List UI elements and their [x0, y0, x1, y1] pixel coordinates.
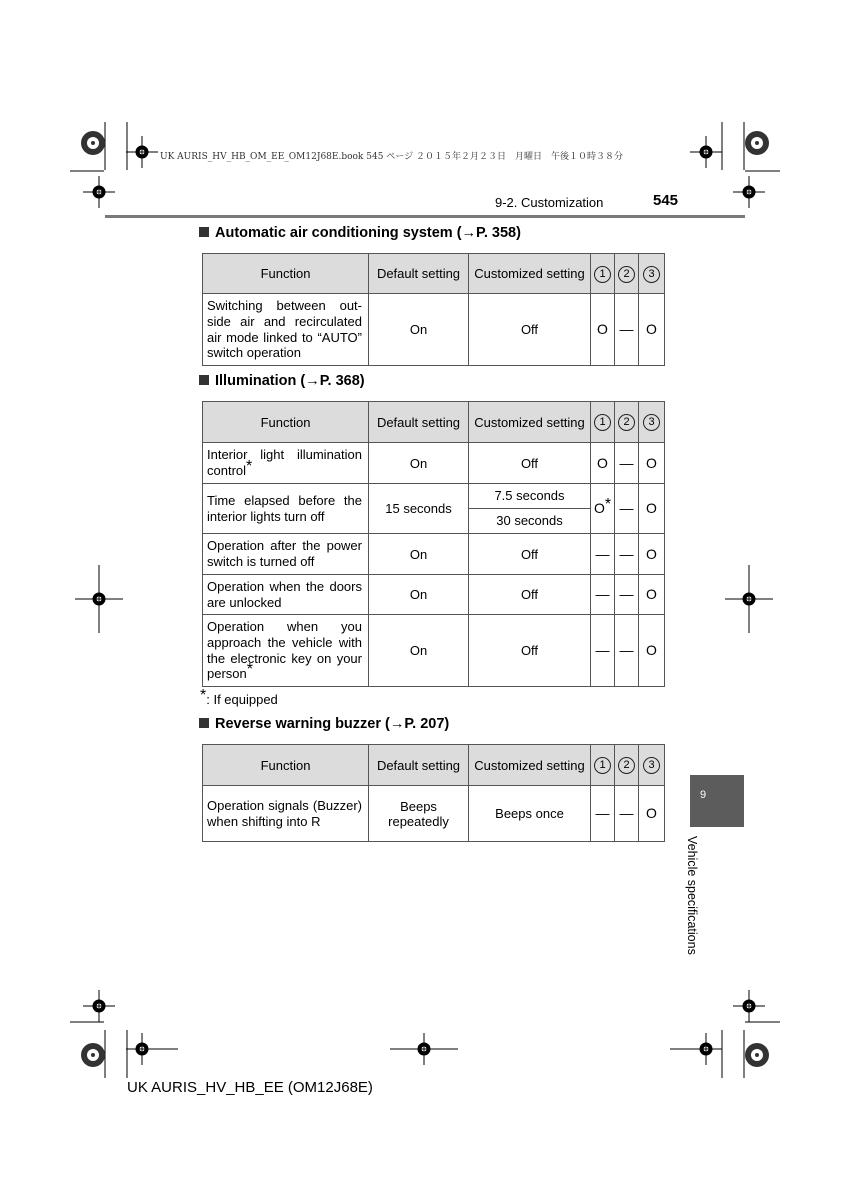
col-1-icon: 1: [594, 266, 611, 283]
col-2-icon: 2: [618, 757, 635, 774]
header-default: Default setting: [369, 402, 469, 443]
air-conditioning-table: [202, 253, 665, 366]
col-3-cell: O: [639, 534, 665, 575]
col-3-cell: O: [639, 484, 665, 534]
footnote-star: *: [200, 687, 207, 704]
col-1-cell: O: [591, 443, 615, 484]
col-2-cell: —: [615, 484, 639, 534]
col-3-icon: 3: [643, 414, 660, 431]
col-3-icon: 3: [643, 757, 660, 774]
reverse-buzzer-table: [202, 744, 665, 842]
customized-option: 30 seconds: [496, 513, 563, 528]
table-row: [203, 786, 665, 842]
chapter-number: 9: [700, 789, 707, 801]
col-1-icon: 1: [594, 414, 611, 431]
customized-option: 7.5 seconds: [469, 484, 590, 509]
function-cell: Operation after the power switch is turned off: [203, 534, 369, 575]
table-row: [203, 534, 665, 575]
footnote-star: *: [246, 661, 253, 679]
default-cell: 15 seconds: [369, 484, 469, 534]
function-cell: Interior light illumination control*: [203, 443, 369, 484]
table-row: [203, 294, 665, 366]
col-2-cell: —: [615, 534, 639, 575]
customized-cell: Off: [469, 443, 591, 484]
default-cell: On: [369, 615, 469, 687]
customized-cell: [469, 484, 591, 534]
col-1-cell: O*: [591, 484, 615, 534]
header-function: Function: [203, 402, 369, 443]
section-heading-reverse-buzzer: Reverse warning buzzer (→P. 207): [199, 716, 449, 732]
col-2-icon: 2: [618, 414, 635, 431]
footer: UK AURIS_HV_HB_EE (OM12J68E): [127, 1079, 373, 1096]
function-cell: Switching between out-side air and recirculated air mode linked to “AUTO” switch operation: [203, 294, 369, 366]
header-default: Default setting: [369, 254, 469, 294]
default-cell: On: [369, 294, 469, 366]
col-1-cell: O: [591, 294, 615, 366]
col-3-cell: O: [639, 443, 665, 484]
col-2-cell: —: [615, 786, 639, 842]
function-cell: Operation signals (Buzzer) when shifting into R: [203, 786, 369, 842]
col-3-cell: O: [639, 294, 665, 366]
table-row: [203, 443, 665, 484]
function-cell: Time elapsed before the interior lights turn off: [203, 484, 369, 534]
square-bullet-icon: [199, 375, 209, 385]
section-heading-illumination: Illumination (→P. 368): [199, 373, 365, 389]
col-1-icon: 1: [594, 757, 611, 774]
customized-cell: Off: [469, 294, 591, 366]
header-customized: Customized setting: [469, 402, 591, 443]
customized-cell: Off: [469, 575, 591, 615]
col-1-cell: —: [591, 615, 615, 687]
function-cell: Operation when the doors are unlocked: [203, 575, 369, 615]
section-heading-air-conditioning: Automatic air conditioning system (→P. 358): [199, 225, 521, 241]
col-2-cell: —: [615, 443, 639, 484]
chapter-tab: [690, 775, 744, 827]
col-3-icon: 3: [643, 266, 660, 283]
default-cell: Beeps repeatedly: [369, 786, 469, 842]
header-function: Function: [203, 745, 369, 786]
col-1-cell: —: [591, 786, 615, 842]
footnote-star: *: [604, 496, 612, 513]
customized-cell: Beeps once: [469, 786, 591, 842]
customized-cell: Off: [469, 534, 591, 575]
header-customized: Customized setting: [469, 745, 591, 786]
page-number: 545: [653, 192, 679, 209]
table-row: [203, 575, 665, 615]
square-bullet-icon: [199, 227, 209, 237]
table-header-row: [203, 745, 665, 786]
table-row: [203, 615, 665, 687]
header-default: Default setting: [369, 745, 469, 786]
col-3-cell: O: [639, 575, 665, 615]
header-function: Function: [203, 254, 369, 294]
col-1-cell: —: [591, 534, 615, 575]
col-2-icon: 2: [618, 266, 635, 283]
footnote-star: *: [246, 458, 253, 475]
function-cell: Operation when you approach the vehicle with the electronic key on your person*: [203, 615, 369, 687]
col-3-cell: O: [639, 615, 665, 687]
header-rule: [105, 215, 745, 218]
header-customized: Customized setting: [469, 254, 591, 294]
chapter-title: Vehicle specifications: [685, 836, 699, 955]
col-2-cell: —: [615, 294, 639, 366]
table-row: [203, 484, 665, 534]
illumination-table: [202, 401, 665, 687]
default-cell: On: [369, 443, 469, 484]
col-2-cell: —: [615, 615, 639, 687]
footnote: *: If equipped: [200, 687, 278, 707]
section-path: 9-2. Customization: [495, 195, 604, 210]
default-cell: On: [369, 534, 469, 575]
col-3-cell: O: [639, 786, 665, 842]
square-bullet-icon: [199, 718, 209, 728]
table-header-row: [203, 254, 665, 294]
col-1-cell: —: [591, 575, 615, 615]
print-header: UK AURIS_HV_HB_OM_EE_OM12J68E.book 545 ページ ２０１５年２月２３日 月曜日 午後１０時３８分: [160, 152, 623, 162]
default-cell: On: [369, 575, 469, 615]
table-header-row: [203, 402, 665, 443]
customized-cell: Off: [469, 615, 591, 687]
col-2-cell: —: [615, 575, 639, 615]
